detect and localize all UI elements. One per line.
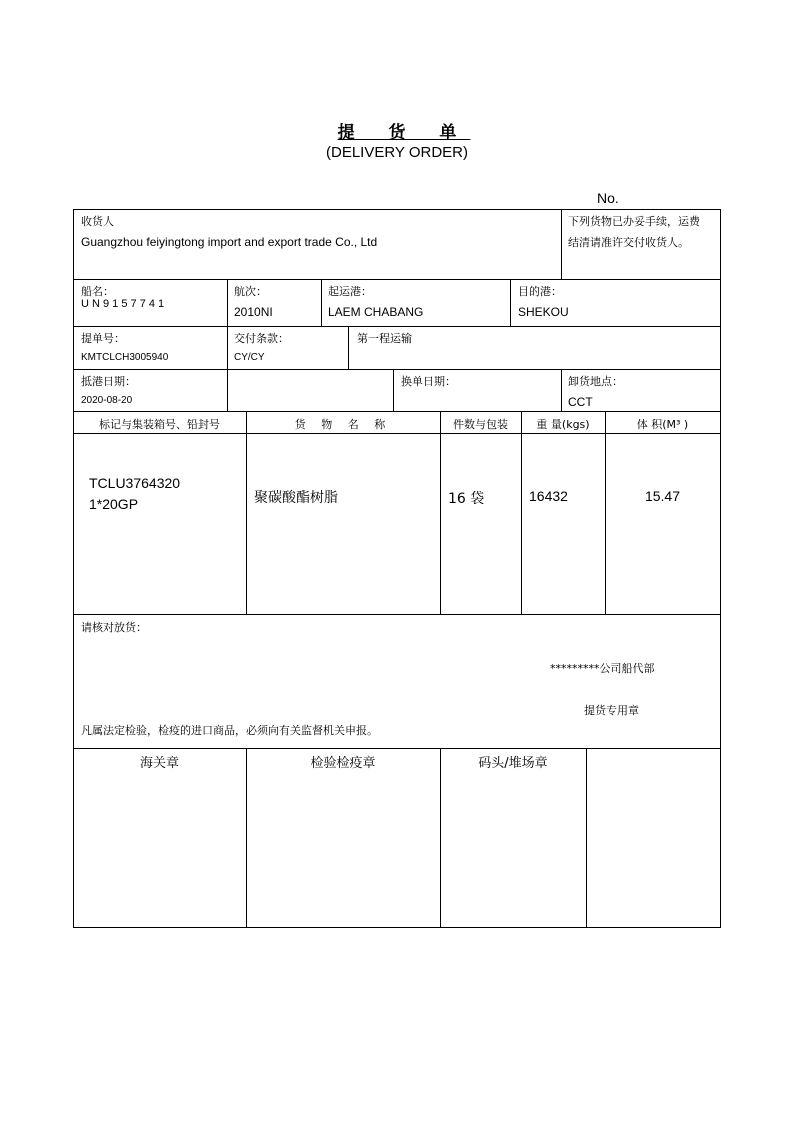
release-check-label: 请核对放货： [81,621,147,634]
discharge-place-value: CCT [568,395,593,409]
port-of-loading-label: 起运港： [328,285,372,298]
consignee-value: Guangzhou feiyingtong import and export trade Co., Ltd [81,235,378,249]
delivery-terms-value: CY/CY [234,352,265,363]
page-title: 提 货 单 [337,123,471,143]
inspection-stamp-label: 检验检疫章 [310,756,376,771]
header-marks: 标记与集装箱号、铅封号 [99,418,220,431]
header-goods-name: 货 物 名 称 [294,418,392,431]
port-of-discharge-value: SHEKOU [518,305,569,319]
bl-number-value: KMTCLCH3005940 [81,352,169,363]
order-number-label: No. [597,190,619,206]
page-subtitle: (DELIVERY ORDER) [326,144,468,161]
header-volume: 体 积(M³ ) [636,418,689,431]
port-of-loading-value: LAEM CHABANG [328,305,424,319]
voyage-label: 航次： [234,285,267,298]
release-notice-line1: 下列货物已办妥手续，运费 [568,215,700,228]
voyage-value: 2010NI [234,305,273,319]
volume: 15.47 [644,488,681,504]
release-notice-line2: 结清请准许交付收货人。 [568,236,689,249]
customs-stamp-label: 海关章 [139,756,179,771]
gross-weight: 16432 [529,488,568,504]
container-number: TCLU3764320 [89,475,181,491]
discharge-place-label: 卸货地点： [568,375,623,388]
header-packages: 件数与包装 [453,418,508,431]
vessel-label: 船名： [81,285,114,298]
terminal-stamp-label: 码头/堆场章 [478,756,548,771]
bl-number-label: 提单号： [81,332,125,345]
goods-name: 聚碳酸酯树脂 [254,490,338,506]
exchange-date-label: 换单日期： [401,375,456,388]
shipping-agent: *********公司船代部 [550,662,655,675]
vessel-value: U N 9 1 5 7 7 4 1 [81,298,165,310]
container-type: 1*20GP [89,496,139,512]
package-count: 16 袋 [448,491,485,507]
consignee-label: 收货人 [81,215,114,228]
first-leg-label: 第一程运输 [357,332,412,345]
delivery-stamp-label: 提货专用章 [584,704,639,717]
inspection-notice: 凡属法定检验，检疫的进口商品，必须向有关监督机关申报。 [81,724,378,737]
arrival-date-value: 2020-08-20 [81,395,133,406]
header-weight: 重 量(kgs) [536,418,590,431]
port-of-discharge-label: 目的港： [518,285,562,298]
delivery-terms-label: 交付条款： [234,332,289,345]
arrival-date-label: 抵港日期： [81,375,136,388]
